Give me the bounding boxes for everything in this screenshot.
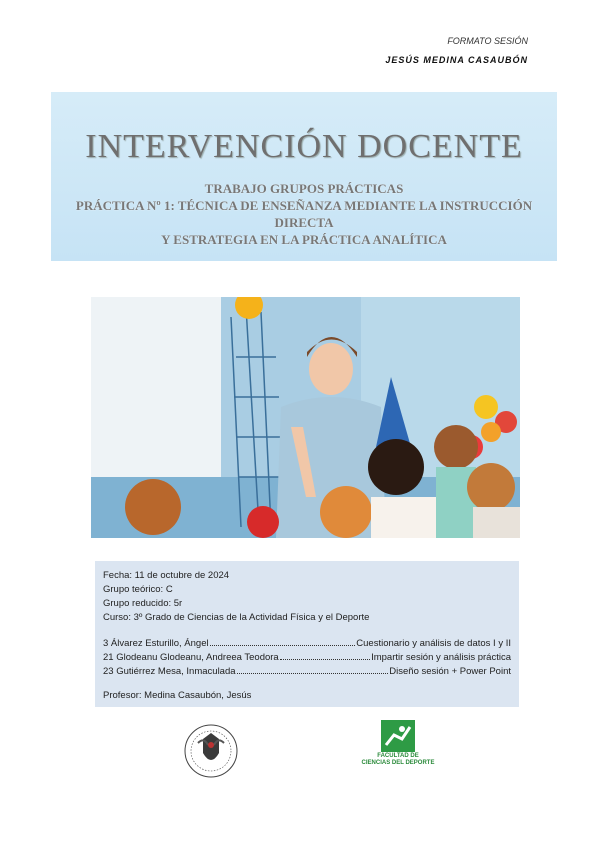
author-name: JESÚS MEDINA CASAUBÓN	[385, 55, 528, 65]
faculty-logo-text-2: CIENCIAS DEL DEPORTE	[361, 760, 435, 766]
title-banner	[51, 92, 557, 261]
faculty-logo-text-1: FACULTAD DE	[377, 753, 419, 759]
member-name: 23 Gutiérrez Mesa, Inmaculada	[103, 666, 236, 677]
member-row	[103, 652, 511, 663]
subtitle-line-2: PRÁCTICA Nº 1: TÉCNICA DE ENSEÑANZA MEDIANTE LA INSTRUCCIÓN DIRECTA	[75, 198, 533, 230]
professor-line: Profesor: Medina Casaubón, Jesús	[103, 690, 252, 701]
reduced-group-line: Grupo reducido: 5r	[103, 598, 183, 609]
subtitle-line-3: Y ESTRATEGIA EN LA PRÁCTICA ANALÍTICA	[161, 232, 447, 247]
member-name: 21 Glodeanu Glodeanu, Andreea Teodora	[103, 652, 279, 663]
member-task: Cuestionario y análisis de datos I y II	[356, 638, 511, 649]
session-info-box	[95, 561, 519, 707]
leader-dots	[280, 652, 370, 660]
faculty-logo	[356, 719, 440, 781]
classroom-photo	[91, 297, 520, 538]
member-row	[103, 638, 511, 649]
date-line: Fecha: 11 de octubre de 2024	[103, 570, 230, 581]
document-title: INTERVENCIÓN DOCENTE	[85, 128, 523, 165]
member-task: Impartir sesión y análisis práctica	[371, 652, 511, 663]
member-name: 3 Álvarez Esturillo, Ángel	[103, 638, 209, 649]
university-seal-logo	[182, 723, 240, 779]
member-task: Diseño sesión + Power Point	[389, 666, 511, 677]
leader-dots	[237, 666, 389, 674]
theory-group-line: Grupo teórico: C	[103, 584, 173, 595]
member-row	[103, 666, 511, 677]
course-line: Curso: 3º Grado de Ciencias de la Actividad Física y el Deporte	[103, 612, 370, 623]
subtitle-line-1: TRABAJO GRUPOS PRÁCTICAS	[204, 181, 404, 196]
format-label: FORMATO SESIÓN	[447, 36, 528, 46]
leader-dots	[210, 638, 356, 646]
